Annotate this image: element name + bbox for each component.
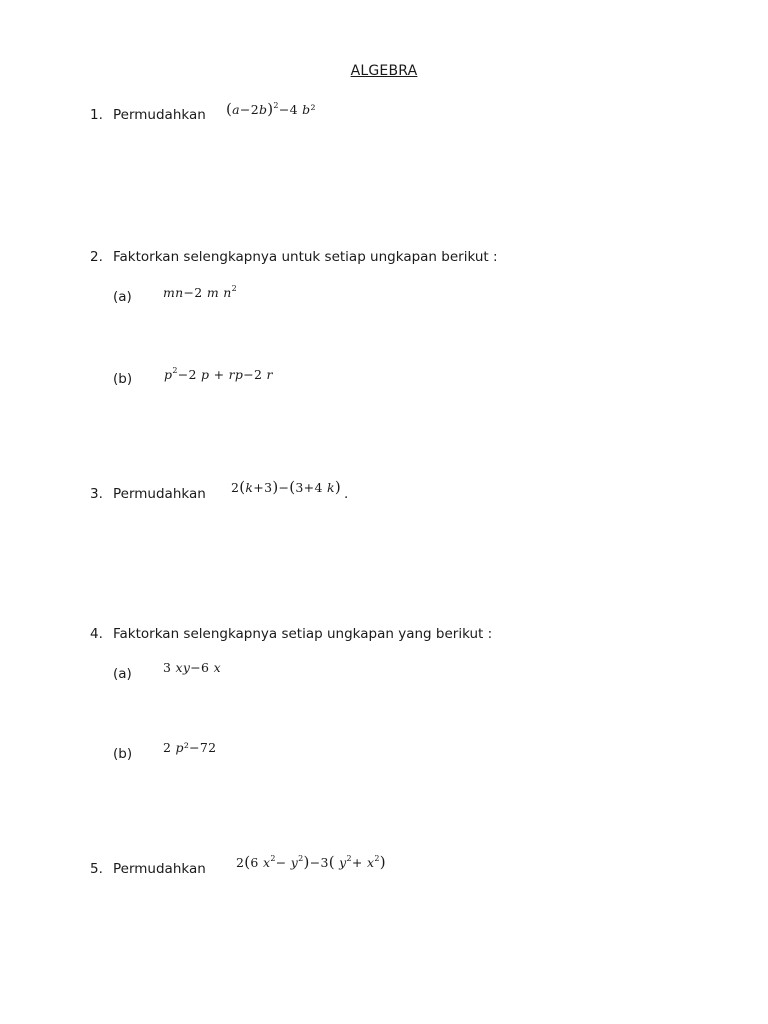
- question-2-text: Faktorkan selengkapnya untuk setiap ungkapan berikut :: [113, 249, 498, 265]
- question-4-text: Faktorkan selengkapnya setiap ungkapan yang berikut :: [113, 626, 493, 642]
- question-3-text: Permudahkan: [113, 486, 206, 502]
- question-4b-expression: 2 p²−72: [163, 740, 217, 755]
- question-4a-expression: 3 xy−6 x: [163, 660, 221, 675]
- question-2a-expression: mn−2 m $n^2$: [163, 284, 238, 300]
- question-5-text: Permudahkan: [113, 861, 206, 877]
- question-1-number: 1.: [90, 107, 103, 123]
- question-3-trailing-dot: .: [344, 486, 349, 502]
- question-2-number: 2.: [90, 249, 103, 265]
- question-5-expression: 2(6 $x^2- y^2)-3$( $y^2+ x^2$): [236, 853, 386, 871]
- question-3-number: 3.: [90, 486, 103, 502]
- question-1-text: Permudahkan: [113, 107, 206, 123]
- question-4a-label: (a): [113, 666, 132, 682]
- question-4b-label: (b): [113, 746, 133, 762]
- question-2a-label: (a): [113, 289, 132, 305]
- page-title: ALGEBRA: [350, 63, 418, 79]
- question-2b-label: (b): [113, 371, 133, 387]
- question-3-expression: 2(k+3)−(3+4 k): [231, 478, 342, 496]
- question-1-expression: $(a-2b)^2-4$ b²: [226, 100, 316, 118]
- question-2b-expression: $p^2-2$ p + rp−2 r: [164, 366, 273, 382]
- question-4-number: 4.: [90, 626, 103, 642]
- question-5-number: 5.: [90, 861, 103, 877]
